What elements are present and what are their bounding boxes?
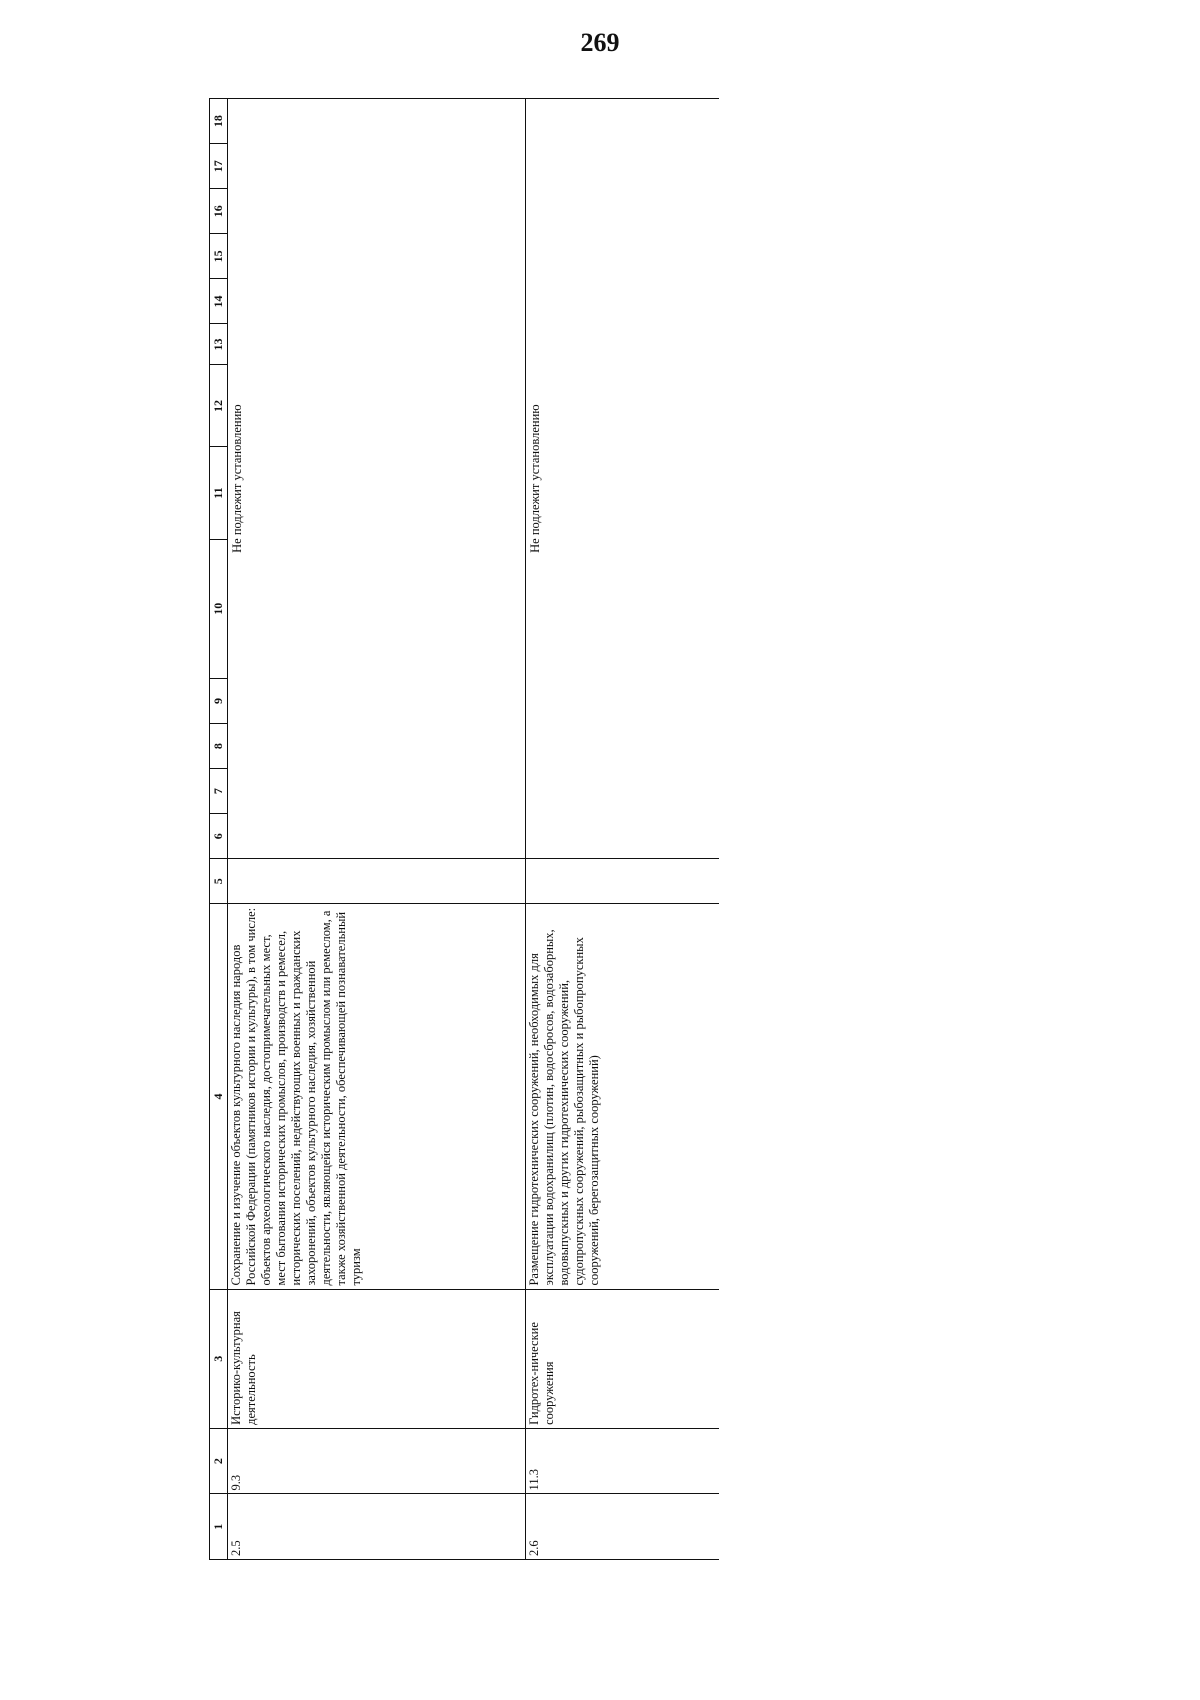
header-cell: 1 (210, 1494, 228, 1560)
header-cell: 12 (210, 365, 228, 447)
header-row (210, 99, 228, 1560)
header-cell: 15 (210, 234, 228, 279)
header-cell: 6 (210, 814, 228, 859)
header-cell: 8 (210, 724, 228, 769)
header-cell: 14 (210, 279, 228, 324)
row-number-cell: 2.5 (228, 1494, 526, 1560)
header-cell: 4 (210, 904, 228, 1289)
table-row (526, 99, 720, 1560)
merged-parameters-cell: Не подлежит установлению (228, 99, 526, 859)
description-cell: Размещение гидротехнических сооружений, необходимых для эксплуатации водохранилищ (плотин, водосбросов, водозаборных, водовыпускных и других гидротехнических сооружений, судопропускных сооружений, рыбозащитных и рыбопропускных сооружений, берегозащитных сооружений) (526, 904, 720, 1289)
land-use-table (209, 98, 719, 1560)
header-cell: 7 (210, 769, 228, 814)
header-cell: 16 (210, 189, 228, 234)
header-cell: 3 (210, 1289, 228, 1428)
page-number: 269 (580, 28, 620, 57)
table-row (228, 99, 526, 1560)
header-cell: 11 (210, 447, 228, 539)
use-type-cell: Историко-культурная деятельность (228, 1289, 526, 1428)
merged-parameters-cell: Не подлежит установлению (526, 99, 720, 859)
rotated-table-container (209, 98, 719, 1560)
header-cell: 10 (210, 539, 228, 678)
classifier-code-cell: 11.3 (526, 1428, 720, 1494)
header-cell: 17 (210, 144, 228, 189)
header-cell: 5 (210, 859, 228, 904)
empty-cell (526, 859, 720, 904)
header-cell: 2 (210, 1428, 228, 1494)
classifier-code-cell: 9.3 (228, 1428, 526, 1494)
header-cell: 18 (210, 99, 228, 144)
table-frame (209, 98, 719, 1560)
use-type-cell: Гидротех-нические сооружения (526, 1289, 720, 1428)
row-number-cell: 2.6 (526, 1494, 720, 1560)
description-cell: Сохранение и изучение объектов культурного наследия народов Российской Федерации (памятников истории и культуры), в том числе: объектов археологического наследия, достопримечательных мест, мест бытования исторических промыслов, производств и ремесел, исторических поселений, недействующих военных и гражданских захоронений, объектов культурного наследия, хозяйственной деятельности, являющейся историческим промыслом или ремеслом, а также хозяйственной деятельности, обеспечивающей познавательный туризм (228, 904, 526, 1289)
header-cell: 13 (210, 324, 228, 365)
header-cell: 9 (210, 678, 228, 723)
empty-cell (228, 859, 526, 904)
